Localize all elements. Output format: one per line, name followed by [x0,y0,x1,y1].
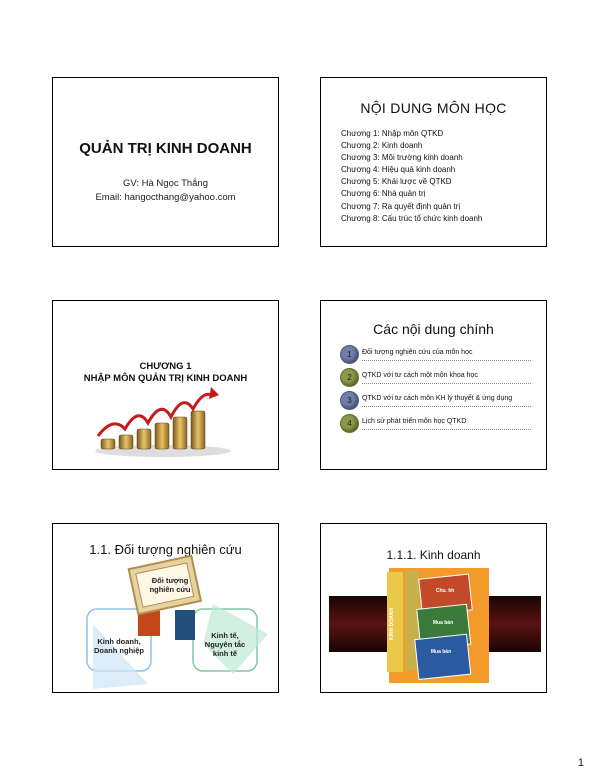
course-title: QUẢN TRỊ KINH DOANH [79,140,252,157]
content-item [341,392,531,410]
chapter-item: Chương 3: Môi trường kinh doanh [341,153,463,163]
instructor-email: Email: hangocthang@yahoo.com [95,192,236,203]
chapter-item: Chương 4: Hiệu quả kinh doanh [341,165,456,175]
card-label: Mua bán [432,620,454,626]
research-diagram [53,524,279,693]
right-label-line: kinh tế [212,649,238,658]
center-box-label [145,576,195,594]
slide-2 [320,77,547,247]
instructor-name: GV: Hà Ngọc Thắng [122,178,209,189]
item-text: QTKD với tư cách một môn khoa học [362,372,478,379]
item-number-badge: 4 [341,415,358,432]
business-title: 1.1.1. Kinh doanh [386,548,481,562]
dotted-divider [362,406,531,407]
item-number-badge: 2 [341,369,358,386]
item-number-badge: 1 [341,346,358,363]
slide-3 [52,300,279,470]
item-number-badge: 3 [341,392,358,409]
dotted-divider [362,429,531,430]
card-label: Mua bán [430,649,452,655]
slide-1 [52,77,279,247]
left-label-line: Kinh doanh, [97,637,141,646]
item-text: Lịch sử phát triển môn học QTKD [362,418,467,425]
dotted-divider [362,383,531,384]
center-label-line: nghiên cứu [149,585,191,594]
syllabus-title: NỘI DUNG MÔN HỌC [360,100,507,116]
slide-5 [52,523,279,693]
chapter-list [341,128,482,225]
content-item [341,415,531,433]
content-item [341,369,531,387]
content-item [341,346,531,364]
chapter-number: CHƯƠNG 1 [139,361,192,372]
chapter-title: NHẬP MÔN QUẢN TRỊ KINH DOANH [83,373,248,384]
center-label-line: Đối tượng [151,576,189,585]
chapter-item: Chương 1: Nhập môn QTKD [341,129,444,138]
business-diagram [321,524,547,693]
chapter-item: Chương 7: Ra quyết định quản trị [341,201,461,211]
right-label-line: Nguyên tắc [204,640,246,649]
slide-4 [320,300,547,470]
vertical-label: KINH DOANH [389,608,395,640]
left-label-line: Doanh nghiệp [94,646,144,655]
dotted-divider [362,360,531,361]
item-text: QTKD với tư cách môn KH lý thuyết & ứng dụng [362,395,513,402]
main-contents-title: Các nội dung chính [373,321,494,337]
page-number: 1 [577,757,584,769]
card-label: Chu. kh [435,588,455,594]
left-box-label [87,637,151,655]
chapter-item: Chương 5: Khái lược về QTKD [341,177,452,187]
slide-6 [320,523,547,693]
right-box-label [193,631,257,658]
right-label-line: Kinh tế, [211,631,239,640]
chapter-item: Chương 2: Kinh doanh [341,141,423,151]
chapter-item: Chương 8: Cấu trúc tổ chức kinh doanh [341,213,483,223]
coins-growth-illustration [93,381,233,461]
item-text: Đối tượng nghiên cứu của môn học [362,349,473,356]
research-object-title: 1.1. Đối tượng nghiên cứu [89,542,242,557]
chapter-item: Chương 6: Nhà quản trị [341,189,426,199]
